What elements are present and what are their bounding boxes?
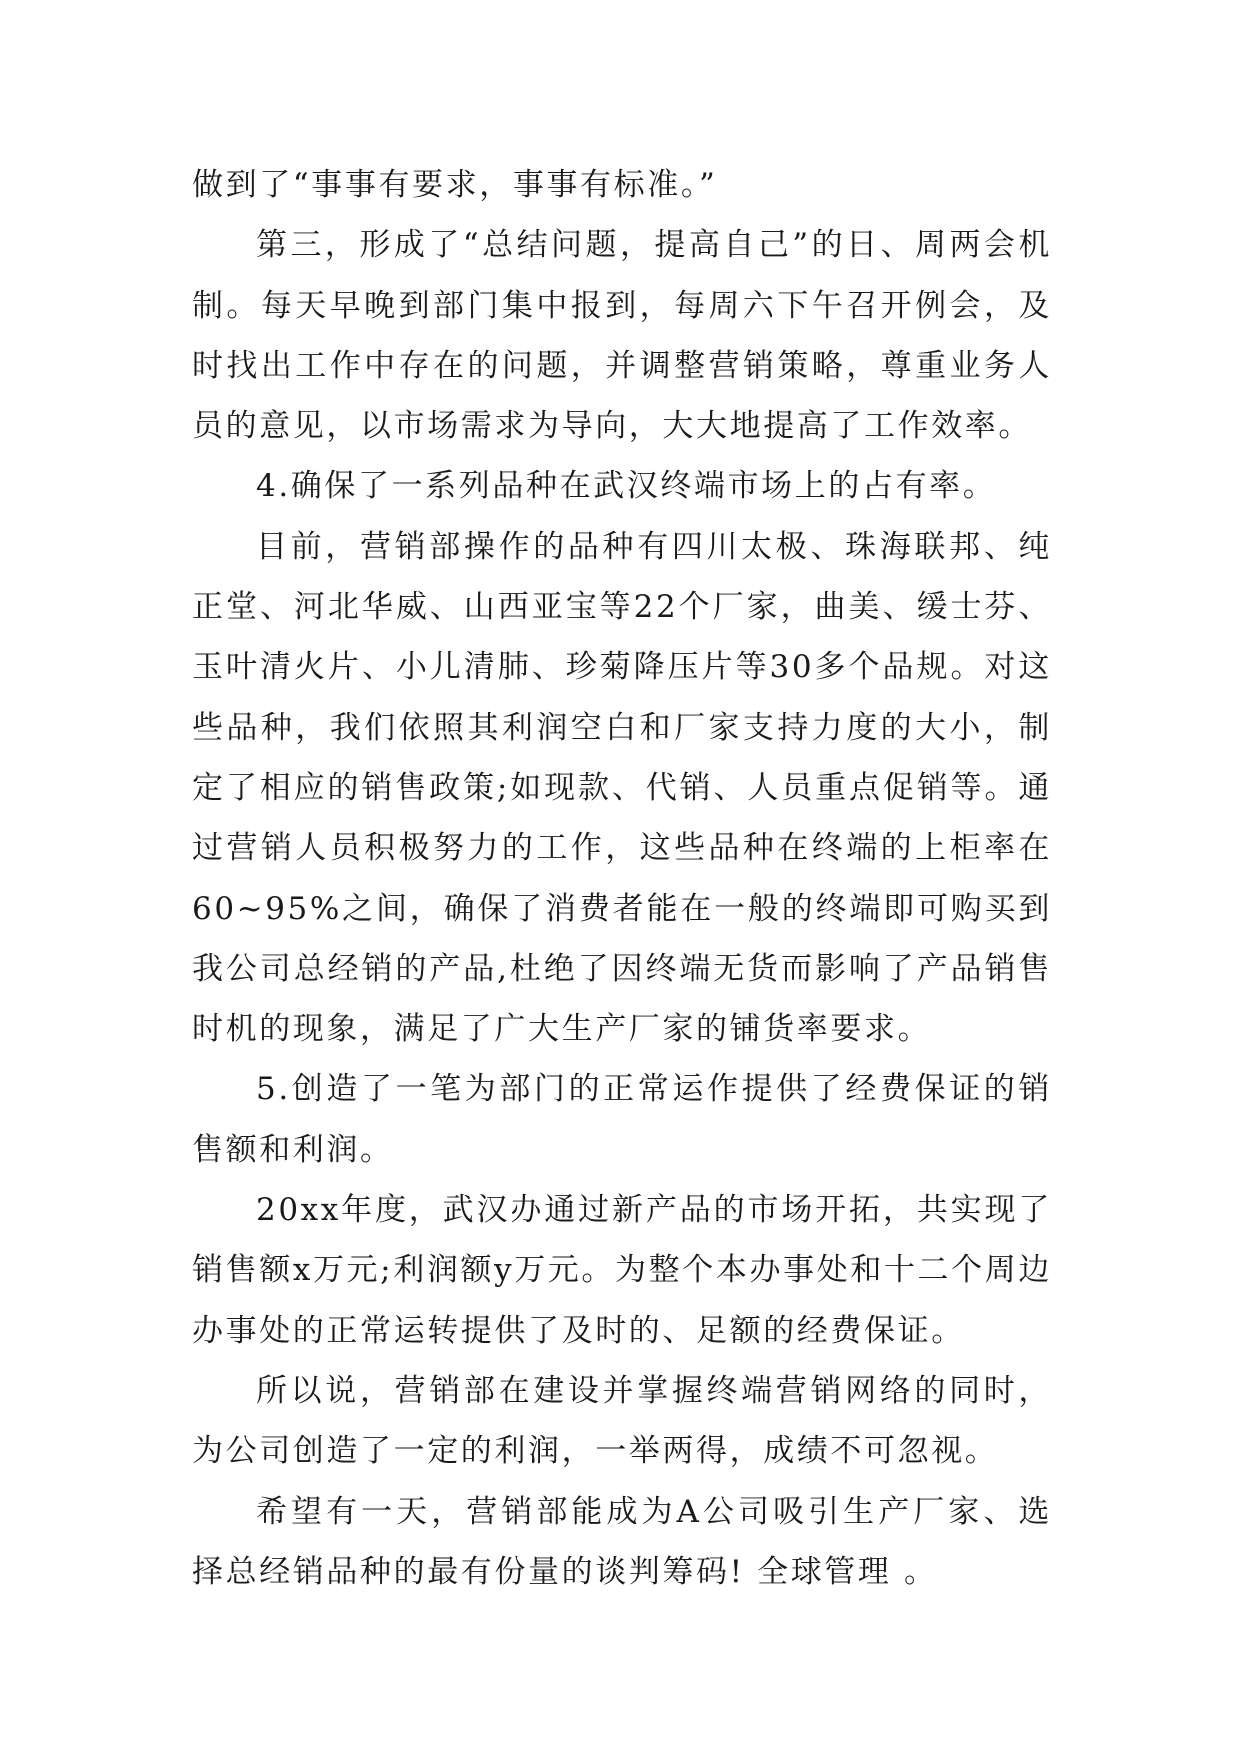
paragraph-1: 做到了“事事有要求，事事有标准。”	[192, 167, 718, 203]
paragraph-5-heading: 5.创造了一笔为部门的正常运作提供了经费保证的销售额和利润。	[192, 1071, 1052, 1168]
paragraph-6: 20xx年度，武汉办通过新产品的市场开拓，共实现了销售额x万元;利润额y万元。为整个本办事处和十二个周边办事处的正常运转提供了及时的、足额的经费保证。	[192, 1192, 1052, 1349]
paragraph-2: 第三，形成了“总结问题，提高自己”的日、周两会机制。每天早晚到部门集中报到，每周六下午召开例会，及时找出工作中存在的问题，并调整营销策略，尊重业务人员的意见，以市场需求为导向，大大地提高了工作效率。	[192, 227, 1052, 445]
paragraph-4: 目前，营销部操作的品种有四川太极、珠海联邦、纯正堂、河北华威、山西亚宝等22个厂家，曲美、缓士芬、玉叶清火片、小儿清肺、珍菊降压片等30多个品规。对这些品种，我们依照其利润空白和厂家支持力度的大小，制定了相应的销售政策;如现款、代销、人员重点促销等。通过营销人员积极努力的工作，这些品种在终端的上柜率在60~95%之间，确保了消费者能在一般的终端即可购买到我公司总经销的产品,杜绝了因终端无货而影响了产品销售时机的现象，满足了广大生产厂家的铺货率要求。	[192, 528, 1052, 1048]
document-body	[192, 155, 1052, 1602]
paragraph-8: 希望有一天，营销部能成为A公司吸引生产厂家、选择总经销品种的最有份量的谈判筹码! 全球管理 。	[192, 1493, 1052, 1590]
paragraph-3-heading: 4.确保了一系列品种在武汉终端市场上的占有率。	[256, 468, 997, 505]
paragraph-7: 所以说，营销部在建设并掌握终端营销网络的同时，为公司创造了一定的利润，一举两得，成绩不可忽视。	[192, 1372, 1052, 1470]
